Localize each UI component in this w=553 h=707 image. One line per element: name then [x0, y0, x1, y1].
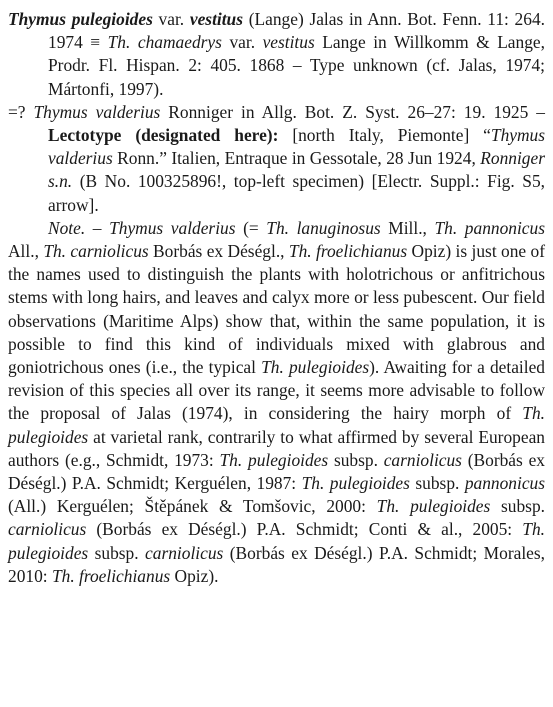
basionym-citation: Lange in Willkomm & Lange, Prodr. Fl. Hispan. 2: 405. 1868 – Type unknown (cf. Jalas, 1974; Mártonfi, 1997).	[48, 32, 545, 99]
taxon-name: carniolicus	[383, 449, 462, 470]
taxon-name: carniolicus	[145, 542, 224, 563]
note-text: (All.) Kerguélen; Štěpánek & Tomšovic, 2000:	[8, 496, 377, 517]
note-text: subsp.	[490, 496, 545, 517]
taxon-name: Th. froelichianus	[288, 241, 408, 262]
synonym-prefix: =?	[8, 101, 34, 122]
note-text: (Borbás ex Déségl.) P.A. Schmidt; Morales, 2010:	[8, 542, 545, 586]
note-text: subsp.	[328, 449, 384, 470]
synonym-name: Thymus valderius	[33, 101, 161, 122]
note-text: Opiz) is just one of the names used to distinguish the plants with holotrichous or anfitrichous stems with long hairs, and leaves and calyx more or less pubescent. Our field observations (Maritime Alps) show that, within the same population, it is possible to find this kind of individuals mixed with glabrous and goniotrichous ones (i.e., the typical	[8, 241, 546, 378]
note-text: Opiz).	[170, 565, 219, 586]
note-text: (Borbás ex Déségl.) P.A. Schmidt; Conti & al., 2005:	[86, 519, 523, 540]
note-text: –	[85, 217, 110, 238]
taxon-name: Th. carniolicus	[43, 241, 149, 262]
synonym-entry	[8, 101, 545, 217]
taxon-name: Th. pulegioides	[8, 403, 545, 447]
note-text: at varietal rank, contrarily to what affirmed by several European authors (e.g., Schmidt, 1973:	[8, 426, 545, 470]
taxon-name: Th. pulegioides	[261, 357, 370, 378]
taxon-name: Th. pulegioides	[8, 519, 545, 563]
note-text: ). Awaiting for a detailed revision of this species all over its range, it seems more advisable to follow the proposal of Jalas (1974), in considering the hairy morph of	[8, 357, 545, 424]
collector-name: Ronniger s.n.	[48, 148, 545, 192]
taxon-name: Th. pulegioides	[219, 449, 329, 470]
note-label: Note.	[48, 217, 86, 238]
note-text: subsp.	[88, 542, 146, 563]
label-name: Thymus valderius	[48, 125, 546, 169]
taxon-name: Thymus pulegioides	[8, 9, 153, 29]
synonym-citation: Ronniger in Allg. Bot. Z. Syst. 26–27: 19. 1925 –	[160, 101, 545, 122]
lectotype-label: Lectotype (designated here):	[48, 125, 279, 146]
basionym-variety: vestitus	[262, 32, 315, 53]
basionym-rank: var.	[221, 32, 263, 53]
note-paragraph	[8, 217, 545, 588]
note-text: subsp.	[409, 473, 465, 494]
locality-text-2: Ronn.” Italien, Entraque in Gessotale, 28 Jun 1924,	[112, 148, 481, 169]
taxon-name: Th. froelichianus	[51, 565, 171, 586]
note-text: Mill.,	[380, 217, 435, 238]
locality-text: [north Italy, Piemonte] “	[278, 125, 491, 146]
authority-citation: (Lange) Jalas in Ann. Bot. Fenn. 11: 264. 1974 ≡	[48, 9, 545, 53]
taxon-name: Th. pannonicus	[434, 217, 545, 238]
note-text: (Borbás ex Déségl.) P.A. Schmidt; Kerguélen, 1987:	[8, 449, 545, 494]
taxon-name: Th. pulegioides	[301, 473, 410, 494]
taxon-name: carniolicus	[8, 519, 87, 540]
basionym-name: Th. chamaedrys	[107, 32, 222, 53]
variety-name: vestitus	[189, 9, 243, 29]
taxon-name: Th. pulegioides	[376, 496, 491, 517]
note-text: (=	[235, 217, 267, 238]
taxon-name: Th. lanuginosus	[266, 217, 381, 238]
taxon-name: Thymus valderius	[109, 217, 236, 238]
specimen-text: (B No. 100325896!, top-left specimen) [Electr. Suppl.: Fig. S5, arrow].	[48, 171, 545, 215]
note-text: Borbás ex Déségl.,	[148, 241, 289, 262]
taxon-name: pannonicus	[464, 473, 546, 494]
accepted-name-entry	[8, 8, 545, 101]
note-text: All.,	[8, 241, 44, 262]
rank-word: var.	[152, 9, 190, 29]
